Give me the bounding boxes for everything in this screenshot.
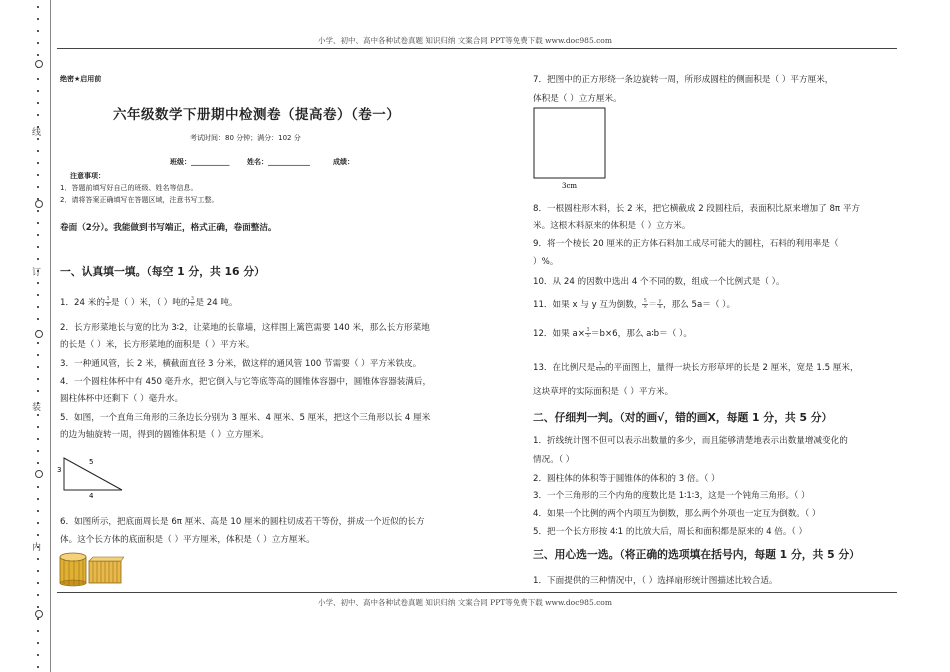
binding-dot	[37, 138, 39, 140]
secret-mark: 绝密★启用前	[60, 75, 102, 83]
judge-4: 4．如果一个比例的两个内项互为倒数，那么两个外项也一定互为倒数。（ ）	[533, 509, 821, 519]
binding-dot	[37, 354, 39, 356]
footer-note: 小学、初中、高中各种试卷真题 知识归纳 文案合同 PPT等免费下载 www.doc985.com	[318, 598, 612, 607]
square-label: 3cm	[562, 182, 578, 190]
binding-ring	[35, 470, 43, 478]
binding-dot	[37, 150, 39, 152]
binding-dot	[37, 462, 39, 464]
binding-dot	[37, 486, 39, 488]
binding-dot	[37, 654, 39, 656]
binding-dot	[37, 642, 39, 644]
judge-2: 2．圆柱体的体积等于圆锥体的体积的 3 倍。（ ）	[533, 474, 720, 484]
judge-3: 3．一个三角形的三个内角的度数比是 1∶1∶3，这是一个钝角三角形。（ ）	[533, 491, 810, 501]
neatness-line: 卷面（2分）。我能做到书写端正，格式正确，卷面整洁。	[60, 223, 277, 233]
q11-fraction-2: $\frac{y}{a}$	[658, 298, 662, 310]
header-note: 小学、初中、高中各种试卷真题 知识归纳 文案合同 PPT等免费下载 www.doc985.com	[318, 36, 612, 45]
binding-line	[50, 0, 51, 672]
q13-text: 13．在比例尺是	[533, 363, 596, 373]
exam-info: 考试时间：80 分钟；满分：102 分	[190, 134, 301, 142]
binding-dot	[37, 558, 39, 560]
binding-dot	[37, 174, 39, 176]
binding-dot	[37, 222, 39, 224]
q11-fraction: $\frac{5}{x}$	[643, 298, 647, 310]
triangle-label-5: 5	[89, 458, 94, 466]
triangle-figure	[56, 450, 128, 500]
binding-dot	[37, 162, 39, 164]
binding-dot	[37, 534, 39, 536]
binding-dot	[37, 510, 39, 512]
binding-dot	[37, 666, 39, 668]
binding-dot	[37, 54, 39, 56]
binding-dot	[37, 450, 39, 452]
question-5-line1: 5．如图，一个直角三角形的三条边长分别为 3 厘米、4 厘米、5 厘米，把这个三角形以长 4 厘米	[60, 413, 431, 423]
binding-dot	[37, 18, 39, 20]
question-13-line2: 这块草坪的实际面积是（ ）平方米。	[533, 387, 674, 397]
judge-1-line1: 1．折线统计图不但可以表示出数量的多少，而且能够清楚地表示出数量增减变化的	[533, 436, 848, 446]
binding-dot	[37, 498, 39, 500]
binding-ring	[35, 330, 43, 338]
q1-text: 1．24 米的	[60, 298, 105, 308]
q11-equals: ＝	[648, 300, 657, 310]
q13-fraction: $\frac{1}{400}$	[595, 361, 606, 373]
binding-dot	[37, 42, 39, 44]
binding-char-bottom: 装	[32, 403, 42, 413]
triangle-label-4: 4	[89, 492, 94, 500]
question-6-line2: 体。这个长方体的底面积是（ ）平方厘米，体积是（ ）立方厘米。	[60, 535, 315, 545]
question-6-line1: 6．如图所示，把底面周长是 6π 厘米、高是 10 厘米的圆柱切成若干等份，拼成一个近似的长方	[60, 517, 425, 527]
binding-dot	[37, 78, 39, 80]
section3-heading: 三、用心选一选。（将正确的选项填在括号内，每题 1 分，共 5 分）	[533, 548, 860, 561]
binding-dot	[37, 30, 39, 32]
binding-dot	[37, 522, 39, 524]
binding-dot	[37, 378, 39, 380]
q1-fraction: $\frac{3}{8}$	[106, 296, 110, 308]
question-13-line1	[533, 362, 859, 374]
binding-dot	[37, 210, 39, 212]
q13-text-end: 的平面图上，量得一块长方形草坪的长是 2 厘米，宽是 1.5 厘米，	[605, 363, 859, 373]
binding-dot	[37, 102, 39, 104]
section2-heading: 二、仔细判一判。（对的画√，错的画X，每题 1 分，共 5 分）	[533, 411, 833, 424]
q1-text-mid: 是（ ）米，（ ）吨的	[110, 298, 190, 308]
q11-text: 11．如果 x 与 y 互为倒数，	[533, 300, 643, 310]
choice-1: 1．下面提供的三种情况中，（ ）选择扇形统计图描述比较合适。	[533, 576, 778, 586]
question-4-line1: 4．一个圆柱体杯中有 450 毫升水，把它倒入与它等底等高的圆锥体容器中，圆锥体容器装满后，	[60, 377, 432, 387]
q1-text-end: 是 24 吨。	[195, 298, 238, 308]
q12-text-end: ＝b×6，那么 a∶b＝（ ）。	[590, 329, 692, 339]
binding-dot	[37, 618, 39, 620]
binding-ring	[35, 200, 43, 208]
binding-dot	[37, 630, 39, 632]
question-2-line1: 2．长方形菜地长与宽的比为 3∶2，让菜地的长靠墙，这样围上篱笆需要 140 米，那么长方形菜地	[60, 323, 430, 333]
binding-dot	[37, 6, 39, 8]
question-1	[60, 297, 238, 309]
class-field: 班级：___________	[170, 158, 230, 166]
binding-ring	[35, 60, 43, 68]
score-field: 成绩：	[333, 158, 354, 166]
binding-dot	[37, 114, 39, 116]
binding-dot	[37, 414, 39, 416]
question-9-line1: 9．将一个棱长 20 厘米的正方体石料加工成尽可能大的圆柱，石料的利用率是（	[533, 239, 839, 249]
question-2-line2: 的长是（ ）米，长方形菜地的面积是（ ）平方米。	[60, 340, 255, 350]
binding-dot	[37, 306, 39, 308]
question-7-line2: 体积是（ ）立方厘米。	[533, 94, 622, 104]
binding-dot	[37, 594, 39, 596]
question-3: 3．一种通风管，长 2 米，横截面直径 3 分米，做这样的通风管 100 节需要（ ）平方米铁皮。	[60, 359, 422, 369]
cylinder-figure	[58, 551, 124, 587]
binding-dots	[37, 0, 43, 672]
q11-text-end: ，那么 5a＝（ ）。	[663, 300, 736, 310]
note-item: 1．答题前填写好自己的班级、姓名等信息。	[60, 184, 198, 192]
q1-fraction-2: $\frac{3}{8}$	[190, 296, 195, 308]
triangle-label-3: 3	[57, 466, 62, 474]
q12-text: 12．如果 a×	[533, 329, 585, 339]
binding-dot	[37, 234, 39, 236]
note-item: 2．请将答案正确填写在答题区域，注意书写工整。	[60, 196, 219, 204]
question-8-line2: 米。这根木料原来的体积是（ ）立方米。	[533, 221, 691, 231]
question-12	[533, 328, 692, 340]
binding-dot	[37, 366, 39, 368]
question-7-line1: 7．把图中的正方形绕一条边旋转一周，所形成圆柱的侧面积是（ ）平方厘米，	[533, 75, 834, 85]
binding-dot	[37, 258, 39, 260]
question-8-line1: 8．一根圆柱形木料，长 2 米，把它横截成 2 段圆柱后，表面积比原来增加了 8π 平方	[533, 204, 861, 214]
binding-char-low: 内	[32, 543, 42, 553]
binding-dot	[37, 246, 39, 248]
name-field: 姓名：____________	[247, 158, 310, 166]
section1-heading: 一、认真填一填。（每空 1 分，共 16 分）	[60, 265, 265, 278]
binding-dot	[37, 342, 39, 344]
question-10: 10．从 24 的因数中选出 4 个不同的数，组成一个比例式是（ ）。	[533, 277, 785, 287]
binding-dot	[37, 318, 39, 320]
q12-fraction: $\frac{3}{5}$	[586, 327, 590, 339]
binding-ring	[35, 610, 43, 618]
binding-dot	[37, 426, 39, 428]
page-title: 六年级数学下册期中检测卷（提高卷）（卷一）	[113, 107, 401, 123]
question-9-line2: ）%。	[533, 257, 559, 267]
square-figure	[531, 105, 611, 191]
binding-dot	[37, 570, 39, 572]
cuboid-top	[89, 557, 124, 561]
binding-dot	[37, 186, 39, 188]
binding-dot	[37, 294, 39, 296]
notes-heading: 注意事项：	[70, 172, 105, 180]
binding-char-top: 线	[32, 128, 42, 138]
binding-dot	[37, 90, 39, 92]
judge-1-line2: 情况。（ ）	[533, 455, 575, 465]
question-4-line2: 圆柱体杯中还剩下（ ）毫升水。	[60, 394, 184, 404]
binding-char-mid: 订	[32, 268, 42, 278]
judge-5: 5．把一个长方形按 4∶1 的比放大后，周长和面积都是原来的 4 倍。（ ）	[533, 527, 808, 537]
binding-dot	[37, 606, 39, 608]
binding-dot	[37, 282, 39, 284]
binding-dot	[37, 582, 39, 584]
binding-dot	[37, 390, 39, 392]
header-rule	[57, 48, 897, 49]
binding-dot	[37, 438, 39, 440]
footer-rule	[57, 592, 897, 593]
question-11	[533, 299, 735, 311]
question-5-line2: 的边为轴旋转一周，得到的圆锥体积是（ ）立方厘米。	[60, 430, 269, 440]
square-shape	[534, 108, 605, 178]
